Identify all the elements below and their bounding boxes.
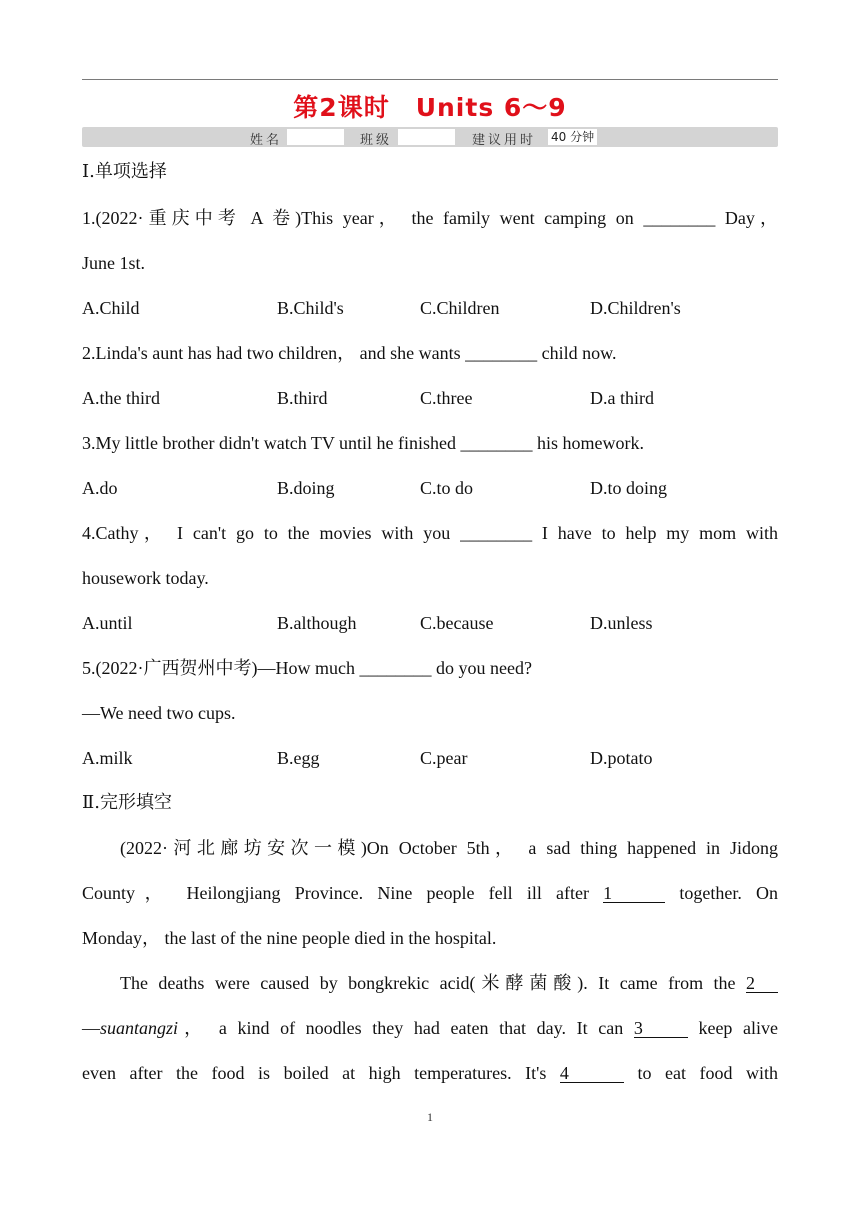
q4-option-b[interactable]: B.although: [277, 613, 357, 633]
q5-option-b[interactable]: B.egg: [277, 748, 320, 768]
q2-line1: 2.Linda's aunt has had two children， and she wants ________ child now.: [82, 343, 617, 363]
name-field[interactable]: [287, 129, 344, 145]
q2-option-c[interactable]: C.three: [420, 388, 473, 408]
passage-p1-line3: Monday， the last of the nine people died in the hospital.: [82, 928, 497, 948]
q1-option-c[interactable]: C.Children: [420, 298, 500, 318]
time-value: 40 分钟: [548, 129, 597, 145]
q3-line1: 3.My little brother didn't watch TV until he finished ________ his homework.: [82, 433, 645, 453]
time-label: 建议用时: [472, 133, 537, 148]
q4-line1: 4.Cathy， I can't go to the movies with you ________ I have to help my mom with: [82, 523, 778, 543]
q1-option-b[interactable]: B.Child's: [277, 298, 344, 318]
q4-line2: housework today.: [82, 568, 209, 588]
page-number: 1: [427, 1110, 433, 1124]
passage-text: —: [82, 1018, 100, 1038]
q3-option-d[interactable]: D.to doing: [590, 478, 668, 498]
passage-p2-line3: [82, 1062, 778, 1084]
q2-option-a[interactable]: A.the third: [82, 388, 160, 408]
title-lesson: 第2课时: [293, 93, 390, 122]
class-label: 班级: [360, 133, 393, 148]
passage-text: ， a kind of noodles they had eaten that day. It can: [178, 1018, 624, 1038]
q4-option-a[interactable]: A.until: [82, 613, 133, 633]
title-units: Units 6～9: [415, 93, 567, 122]
passage-p1-line2: [82, 882, 778, 904]
cloze-blank-1[interactable]: 1: [603, 884, 665, 903]
q5-line1: 5.(2022·广西贺州中考)—How much ________ do you need?: [82, 658, 532, 678]
q5-option-c[interactable]: C.pear: [420, 748, 468, 768]
q1-line1: 1.(2022·重庆中考 A 卷)This year， the family went camping on ________ Day，: [82, 208, 778, 228]
q5-option-a[interactable]: A.milk: [82, 748, 133, 768]
q1-option-d[interactable]: D.Children's: [590, 298, 681, 318]
q3-option-c[interactable]: C.to do: [420, 478, 474, 498]
q2-option-b[interactable]: B.third: [277, 388, 328, 408]
q1-option-a[interactable]: A.Child: [82, 298, 140, 318]
section1-heading: Ⅰ.单项选择: [82, 161, 167, 182]
q3-option-a[interactable]: A.do: [82, 478, 118, 498]
passage-text: keep alive: [698, 1018, 779, 1038]
q2-option-d[interactable]: D.a third: [590, 388, 654, 408]
top-rule: [82, 79, 778, 80]
page-title: [0, 88, 860, 124]
passage-text: together. On: [679, 883, 779, 903]
q5-option-d[interactable]: D.potato: [590, 748, 653, 768]
cloze-blank-2[interactable]: 2: [746, 974, 778, 993]
name-label: 姓名: [250, 133, 283, 148]
passage-text: even after the food is boiled at high temperatures. It's: [82, 1063, 547, 1083]
q4-option-d[interactable]: D.unless: [590, 613, 653, 633]
cloze-blank-3[interactable]: 3: [634, 1019, 688, 1038]
passage-text: The deaths were caused by bongkrekic acid(米酵菌酸). It came from the: [120, 973, 736, 993]
passage-italic-term: suantangzi: [100, 1018, 179, 1038]
passage-text: County， Heilongjiang Province. Nine people fell ill after: [82, 883, 589, 903]
passage-p2-line1: [120, 972, 778, 994]
info-bar: [82, 127, 778, 147]
q1-line2: June 1st.: [82, 253, 145, 273]
q4-option-c[interactable]: C.because: [420, 613, 494, 633]
passage-p1-line1: (2022·河北廊坊安次一模)On October 5th， a sad thing happened in Jidong: [120, 838, 778, 858]
class-field[interactable]: [398, 129, 455, 145]
q3-option-b[interactable]: B.doing: [277, 478, 335, 498]
passage-p2-line2: [82, 1017, 778, 1039]
q5-line2: —We need two cups.: [82, 703, 236, 723]
section2-heading: Ⅱ.完形填空: [82, 792, 172, 813]
cloze-blank-4[interactable]: 4: [560, 1064, 624, 1083]
passage-text: to eat food with: [637, 1063, 778, 1083]
